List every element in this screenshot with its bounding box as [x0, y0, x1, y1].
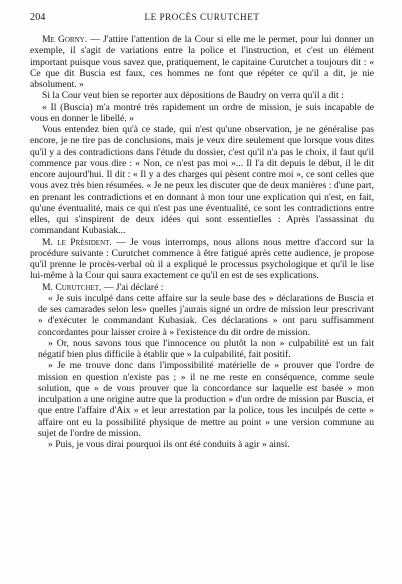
paragraph-baudry-quote — [30, 102, 374, 125]
speaker-label: M. le Président. — [42, 236, 112, 248]
quote-paragraph: » Or, nous savons tous que l'innocence ou plutôt la non » culpabilité est un fait négatif bien plus difficile à établir que » la culpabilité, fait positif. — [38, 337, 374, 360]
paragraph-text: Si la Cour veut bien se reporter aux dépositions de Baudry on verra qu'il a dit : — [42, 90, 344, 102]
quote-paragraph: » Puis, je vous dirai pourquoi ils ont été conduits à agir » ainsi. — [48, 439, 290, 450]
paragraph-text: — J'ai déclaré : — [101, 281, 164, 293]
paragraph-gorny — [30, 34, 374, 90]
paragraph-text: « Il (Buscia) m'a montré très rapidement un ordre de mission, je suis incapable de vous en donner le libellé. » — [30, 101, 374, 124]
page-header — [30, 12, 374, 26]
paragraph-text: — J'attire l'attention de la Cour si elle me le permet, pour lui donner un exemple, il s'agit de variations entre la police et l'instruction, et c'est un élément important puisque vous savez que, pratiquement, le capitaine Curutchet a toujours dit : « Ce que dit Buscia est faux, ces hommes ne font que répéter ce qu'il a dit, je nie absolument. » — [30, 34, 374, 90]
quote-paragraph: » Je me trouve donc dans l'impossibilité matérielle de » prouver que l'ordre de mission en question n'existe pas ; » il ne me reste en conséquence, comme seule solution, que » de vous prouver que la concordance sur laquelle est basée » mon inculpation a une origine autre que la production » d'un ordre de mission par Buscia, et que entre l'affaire d'Aix » et leur arrestation par la police, tous les inculpés de cette » affaire ont eu la possibilité physique de mettre au point » une version commune au sujet de l'ordre de mission. — [38, 360, 374, 439]
page-body — [30, 34, 374, 450]
paragraph-curutchet — [30, 282, 374, 293]
paragraph-president — [30, 237, 374, 282]
paragraph-text: Vous entendez bien qu'à ce stade, qui n'est qu'une observation, je ne généralise pas encore, je ne tire pas de conclusions, mais je veux dire seulement que lorsque vous dites qu'il y a des contradictions dans l'étude du dossier, c'est qu'il n'a pas le choix, il faut qu'il commence par vous dire : « Non, ce n'est pas moi »... Il l'a dit depuis le début, il le dit encore aujourd'hui. Il dit : « Il y a des charges qui pèsent contre moi », ce sont celles que vous avez très bien résumées. « Je ne peux les discuter que de deux manières : d'une part, en prenant les contradictions et en donnant à mon tour une explication qui n'est, en fait, qu'une éventualité, mais ce qui n'est pas une éventualité, ce sont les contradictions entre elles, qui s'inspirent de deux idées qui sont essentielles : Après l'assassinat du commandant Kubasiak... — [30, 124, 374, 237]
speaker-label: M. Curutchet. — [42, 281, 102, 293]
quote-paragraph: « Je suis inculpé dans cette affaire sur la seule base des » déclarations de Buscia et de ses camarades selon les» quelles j'aurais signé un ordre de mission leur prescrivant » d'exécuter le commandant Kubasiak. Ces déclarations » ont paru suffisamment concordantes pour laisser croire à » l'existence du dit ordre de mission. — [38, 292, 374, 338]
running-title: LE PROCÈS CURUTCHET — [144, 12, 260, 22]
paragraph-observation — [30, 124, 374, 237]
speaker-label: Me Gorny. — [42, 34, 88, 45]
page-number: 204 — [30, 12, 46, 23]
paragraph-baudry-intro — [30, 90, 374, 101]
paragraph-text: — Je vous interromps, nous allons nous mettre d'accord sur la procédure suivante : Curutchet commence à être fatigué après cette audience, je propose qu'il prenne le procès-verbal où il a expliqué le processus psychologique et qu'il le lise lui-même à la Cour qui saura exactement ce qu'il en est de ses explications. — [30, 236, 374, 282]
